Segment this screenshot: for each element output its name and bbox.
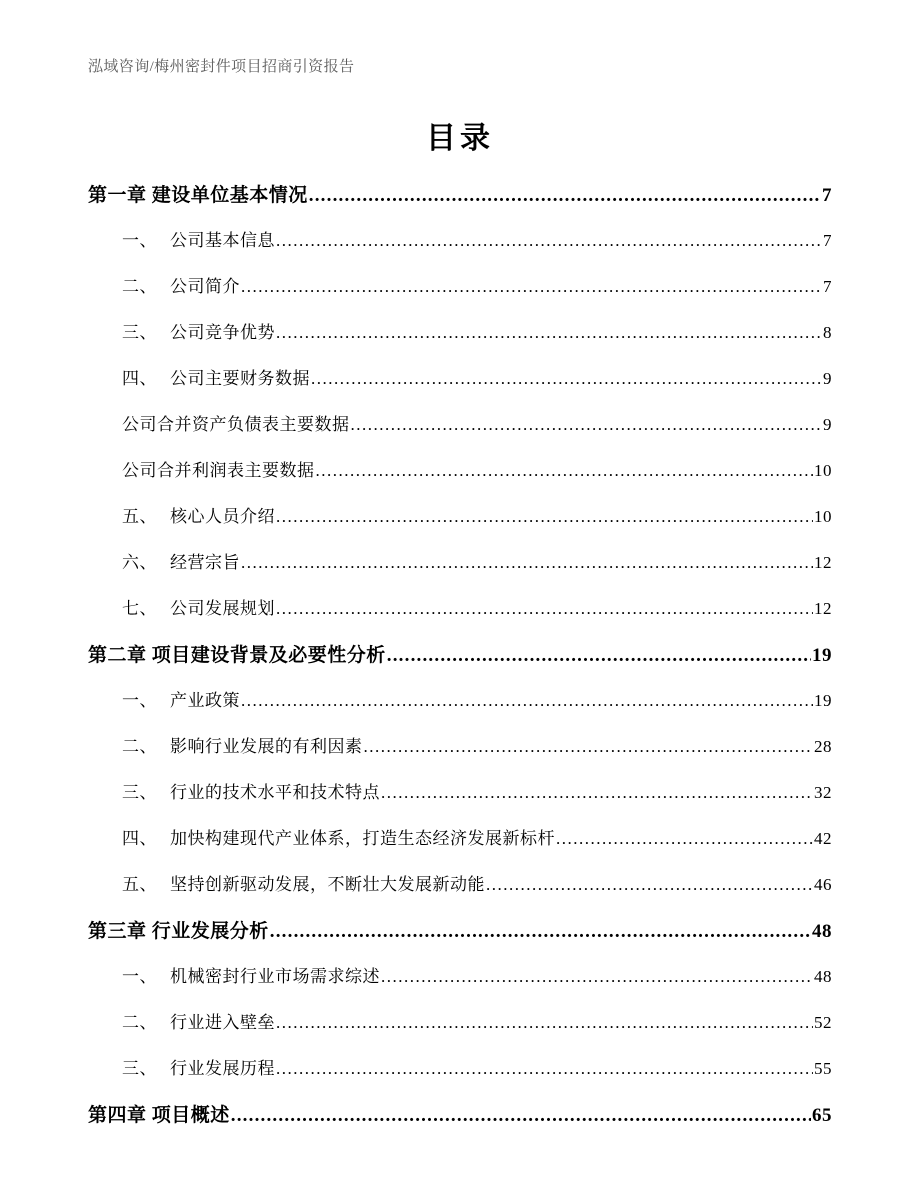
toc-section-row[interactable] [122, 778, 832, 824]
toc-entry-label [122, 548, 240, 573]
page-title: 目录 [426, 122, 494, 155]
toc-entry-label [88, 180, 308, 207]
toc-page-number: 19 [814, 691, 832, 710]
toc-page-number: 12 [814, 553, 832, 572]
toc-entry-number: 三、 [122, 783, 157, 802]
toc-dot-leader [316, 461, 814, 478]
toc-section-row[interactable] [122, 1054, 832, 1100]
toc-entry-label [88, 916, 269, 943]
toc-section-row[interactable] [122, 364, 832, 410]
toc-entry-text: 坚持创新驱动发展，不断壮大发展新动能 [170, 875, 485, 894]
toc-dot-leader [364, 737, 814, 754]
toc-dot-leader [270, 921, 811, 940]
toc-section-row[interactable] [122, 732, 832, 778]
toc-entry-number: 一、 [122, 231, 157, 250]
toc-entry-text: 行业发展历程 [170, 1059, 275, 1078]
toc-section-row[interactable] [122, 824, 832, 870]
toc-entry-number: 第一章 [88, 185, 147, 206]
toc-section-row[interactable] [122, 870, 832, 916]
toc-section-row[interactable] [122, 502, 832, 548]
toc-page-number: 32 [814, 783, 832, 802]
toc-dot-leader [276, 231, 822, 248]
toc-section-row[interactable] [122, 962, 832, 1008]
toc-dot-leader [276, 1059, 813, 1076]
toc-dot-leader [387, 645, 811, 664]
toc-entry-number: 第三章 [88, 921, 147, 942]
toc-entry-label [122, 594, 275, 619]
toc-entry-label [122, 870, 485, 895]
toc-dot-leader [276, 599, 813, 616]
toc-entry-text: 公司主要财务数据 [170, 369, 310, 388]
toc-page-number: 9 [823, 415, 832, 434]
toc-entry-label [122, 1008, 275, 1033]
toc-entry-label [122, 226, 275, 251]
toc-dot-leader [311, 369, 822, 386]
toc-entry-number: 七、 [122, 599, 157, 618]
toc-page-number: 8 [823, 323, 832, 342]
toc-entry-label [122, 962, 380, 987]
toc-entry-number: 一、 [122, 691, 157, 710]
toc-dot-leader [241, 553, 813, 570]
toc-entry-number: 二、 [122, 1013, 157, 1032]
toc-page-number: 12 [814, 599, 832, 618]
toc-page-number: 48 [812, 921, 832, 942]
toc-entry-label [88, 640, 386, 667]
toc-entry-number: 三、 [122, 1059, 157, 1078]
toc-section-row[interactable] [122, 456, 832, 502]
toc-entry-label [88, 1100, 230, 1127]
toc-entry-label [122, 318, 275, 343]
toc-entry-text: 公司合并资产负债表主要数据 [122, 415, 350, 434]
toc-entry-label [122, 824, 555, 849]
toc-entry-text: 核心人员介绍 [170, 507, 275, 526]
toc-entry-label [122, 364, 310, 389]
toc-dot-leader [241, 691, 813, 708]
toc-dot-leader [276, 1013, 813, 1030]
toc-entry-label [122, 1054, 275, 1079]
toc-entry-label [122, 778, 380, 803]
toc-entry-text: 公司简介 [170, 277, 240, 296]
toc-entry-number: 二、 [122, 737, 157, 756]
document-running-header: 泓域咨询/梅州密封件项目招商引资报告 [88, 59, 355, 75]
toc-section-row[interactable] [122, 594, 832, 640]
table-of-contents [0, 180, 920, 1146]
toc-entry-text: 加快构建现代产业体系，打造生态经济发展新标杆 [170, 829, 555, 848]
toc-entry-number: 二、 [122, 277, 157, 296]
toc-entry-number: 三、 [122, 323, 157, 342]
toc-chapter-row[interactable] [88, 180, 832, 226]
toc-page-number: 7 [823, 277, 832, 296]
toc-section-row[interactable] [122, 686, 832, 732]
toc-section-row[interactable] [122, 226, 832, 272]
toc-entry-text: 影响行业发展的有利因素 [170, 737, 363, 756]
toc-entry-number: 四、 [122, 369, 157, 388]
toc-dot-leader [556, 829, 813, 846]
toc-dot-leader [231, 1105, 811, 1124]
toc-section-row[interactable] [122, 548, 832, 594]
toc-entry-text: 行业发展分析 [151, 921, 269, 942]
toc-entry-label [122, 456, 315, 481]
toc-page-number: 48 [814, 967, 832, 986]
toc-entry-text: 机械密封行业市场需求综述 [170, 967, 380, 986]
toc-page-number: 7 [823, 231, 832, 250]
toc-entry-number: 五、 [122, 507, 157, 526]
toc-page-number: 28 [814, 737, 832, 756]
toc-entry-number: 第二章 [88, 645, 147, 666]
toc-chapter-row[interactable] [88, 1100, 832, 1146]
toc-dot-leader [381, 783, 813, 800]
toc-page-number: 10 [814, 461, 832, 480]
toc-page-number: 55 [814, 1059, 832, 1078]
toc-entry-text: 项目概述 [151, 1105, 230, 1126]
toc-entry-text: 公司基本信息 [170, 231, 275, 250]
toc-page-number: 42 [814, 829, 832, 848]
toc-dot-leader [276, 507, 813, 524]
toc-section-row[interactable] [122, 272, 832, 318]
toc-entry-text: 行业进入壁垒 [170, 1013, 275, 1032]
toc-dot-leader [486, 875, 813, 892]
toc-page-number: 9 [823, 369, 832, 388]
toc-entry-label [122, 410, 350, 435]
toc-dot-leader [309, 185, 821, 204]
toc-page-number: 46 [814, 875, 832, 894]
toc-entry-number: 五、 [122, 875, 157, 894]
toc-dot-leader [276, 323, 822, 340]
toc-page-number: 10 [814, 507, 832, 526]
toc-entry-text: 公司发展规划 [170, 599, 275, 618]
toc-chapter-row[interactable] [88, 916, 832, 962]
toc-entry-number: 四、 [122, 829, 157, 848]
toc-section-row[interactable] [122, 410, 832, 456]
toc-entry-text: 建设单位基本情况 [151, 185, 308, 206]
toc-entry-text: 项目建设背景及必要性分析 [151, 645, 386, 666]
toc-page-number: 19 [812, 645, 832, 666]
toc-page-number: 7 [822, 185, 832, 206]
toc-entry-label [122, 732, 363, 757]
toc-entry-text: 经营宗旨 [170, 553, 240, 572]
toc-section-row[interactable] [122, 318, 832, 364]
toc-entry-label [122, 272, 240, 297]
toc-entry-number: 六、 [122, 553, 157, 572]
toc-section-row[interactable] [122, 1008, 832, 1054]
toc-entry-text: 产业政策 [170, 691, 240, 710]
toc-dot-leader [241, 277, 822, 294]
toc-entry-label [122, 502, 275, 527]
toc-entry-text: 行业的技术水平和技术特点 [170, 783, 380, 802]
toc-chapter-row[interactable] [88, 640, 832, 686]
toc-dot-leader [381, 967, 813, 984]
toc-entry-number: 第四章 [88, 1105, 147, 1126]
toc-entry-label [122, 686, 240, 711]
toc-dot-leader [351, 415, 823, 432]
toc-page-number: 52 [814, 1013, 832, 1032]
toc-entry-number: 一、 [122, 967, 157, 986]
toc-entry-text: 公司合并利润表主要数据 [122, 461, 315, 480]
toc-entry-text: 公司竞争优势 [170, 323, 275, 342]
toc-page-number: 65 [812, 1105, 832, 1126]
